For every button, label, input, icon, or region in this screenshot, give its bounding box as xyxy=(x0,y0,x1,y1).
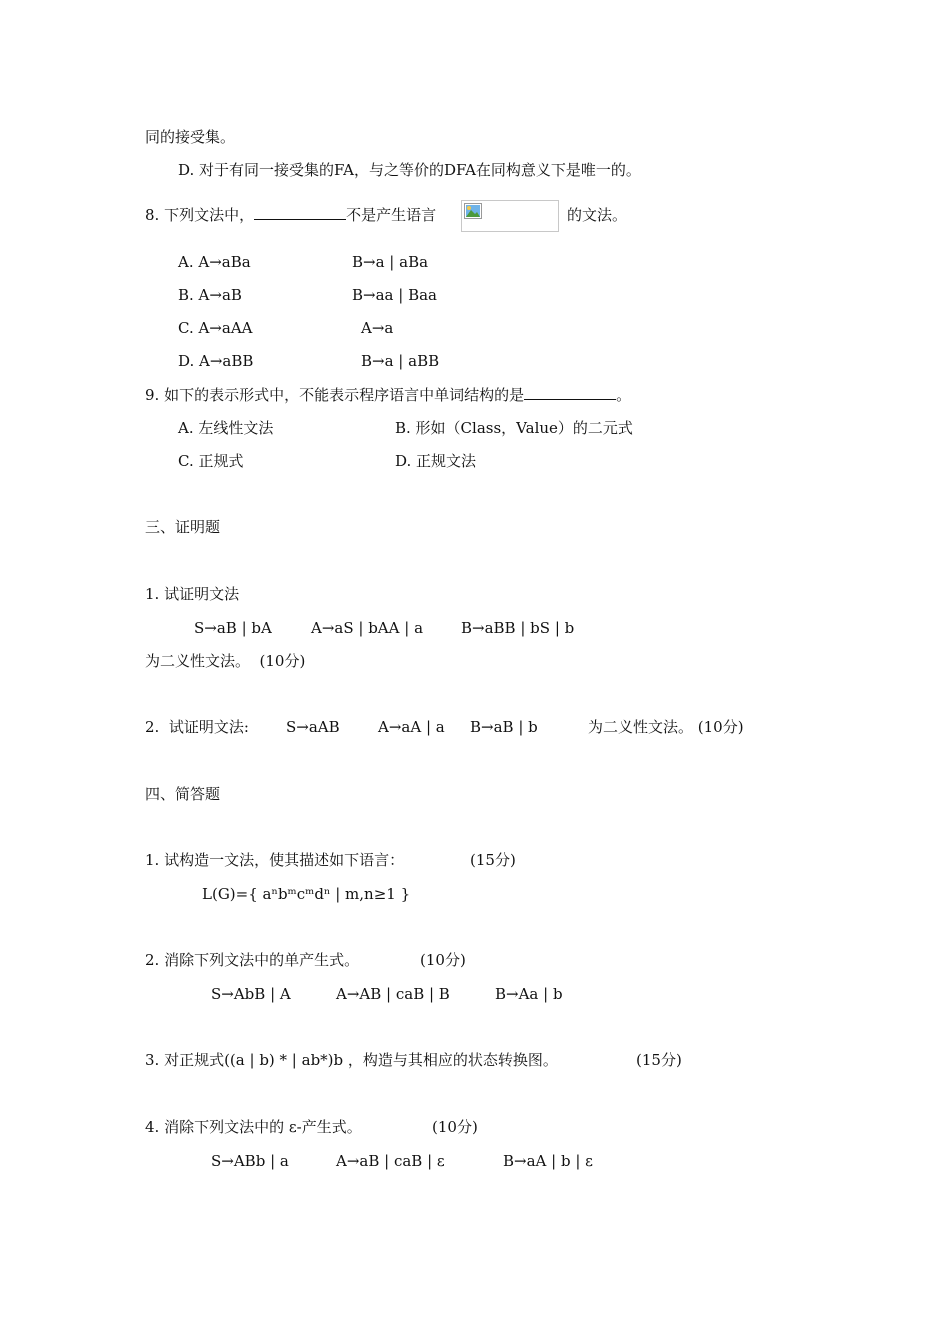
proof2-rule-a: A→aA | a xyxy=(378,718,445,736)
sa2-score: (10分) xyxy=(420,951,466,969)
proof2-tail: 为二义性文法。 (10分) xyxy=(588,718,744,736)
section-title-short-answer: 四、简答题 xyxy=(145,785,221,803)
sa1-score: (15分) xyxy=(470,851,516,869)
q9-option-a: A. 左线性文法 xyxy=(178,419,274,437)
proof1-rule-a: A→aS | bAA | a xyxy=(311,619,424,637)
q9-stem xyxy=(145,385,631,405)
sa4-rule-s: S→ABb | a xyxy=(211,1152,289,1170)
q9-suffix: 。 xyxy=(616,386,632,404)
q8-option-c-right: A→a xyxy=(361,319,394,337)
q8-middle: 不是产生语言 xyxy=(346,206,437,224)
sa4-rule-a: A→aB | caB | ε xyxy=(336,1152,445,1170)
q8-option-a-left: A. A→aBa xyxy=(178,253,251,271)
q7-tail: 同的接受集。 xyxy=(145,128,236,146)
q8-option-b-left: B. A→aB xyxy=(178,286,242,304)
q8-option-c-left: C. A→aAA xyxy=(178,319,253,337)
proof1-tail: 为二义性文法。 (10分) xyxy=(145,652,306,670)
proof1-rule-s: S→aB | bA xyxy=(194,619,272,637)
sa1-head: 1. 试构造一文法，使其描述如下语言： xyxy=(145,851,405,869)
q8-prefix: 8. 下列文法中， xyxy=(145,206,255,224)
q8-option-d-left: D. A→aBB xyxy=(178,352,254,370)
sa3-score: (15分) xyxy=(636,1051,682,1069)
q9-option-d: D. 正规文法 xyxy=(395,452,477,470)
proof2-head: 2. 试证明文法: xyxy=(145,718,249,736)
sa1-language: L(G)={ aⁿbᵐcᵐdⁿ | m,n≥1 } xyxy=(202,885,411,903)
q8-stem xyxy=(145,205,436,225)
q8-suffix: 的文法。 xyxy=(567,206,628,224)
q8-option-d-right: B→a | aBB xyxy=(361,352,440,370)
sa4-rule-b: B→aA | b | ε xyxy=(503,1152,593,1170)
q8-option-a-right: B→a | aBa xyxy=(352,253,429,271)
sa2-rule-b: B→Aa | b xyxy=(495,985,563,1003)
broken-image-icon xyxy=(461,200,559,232)
sa2-rule-a: A→AB | caB | B xyxy=(336,985,450,1003)
q9-option-b: B. 形如（Class，Value）的二元式 xyxy=(395,419,633,437)
q9-option-c: C. 正规式 xyxy=(178,452,244,470)
sa4-head: 4. 消除下列文法中的 ε-产生式。 xyxy=(145,1118,362,1136)
proof2-rule-s: S→aAB xyxy=(286,718,340,736)
proof1-head: 1. 试证明文法 xyxy=(145,585,240,603)
answer-blank xyxy=(524,385,616,400)
sa3-text: 3. 对正规式((a | b) * | ab*)b ，构造与其相应的状态转换图。 xyxy=(145,1051,558,1069)
q8-option-b-right: B→aa | Baa xyxy=(352,286,437,304)
q7-option-d: D. 对于有同一接受集的FA，与之等价的DFA在同构意义下是唯一的。 xyxy=(178,161,641,179)
answer-blank xyxy=(254,205,346,220)
sa4-score: (10分) xyxy=(432,1118,478,1136)
proof1-rule-b: B→aBB | bS | b xyxy=(461,619,575,637)
section-title-proofs: 三、证明题 xyxy=(145,518,221,536)
sa2-rule-s: S→AbB | A xyxy=(211,985,291,1003)
proof2-rule-b: B→aB | b xyxy=(470,718,538,736)
sa2-head: 2. 消除下列文法中的单产生式。 xyxy=(145,951,360,969)
q9-prefix: 9. 如下的表示形式中，不能表示程序语言中单词结构的是 xyxy=(145,386,525,404)
